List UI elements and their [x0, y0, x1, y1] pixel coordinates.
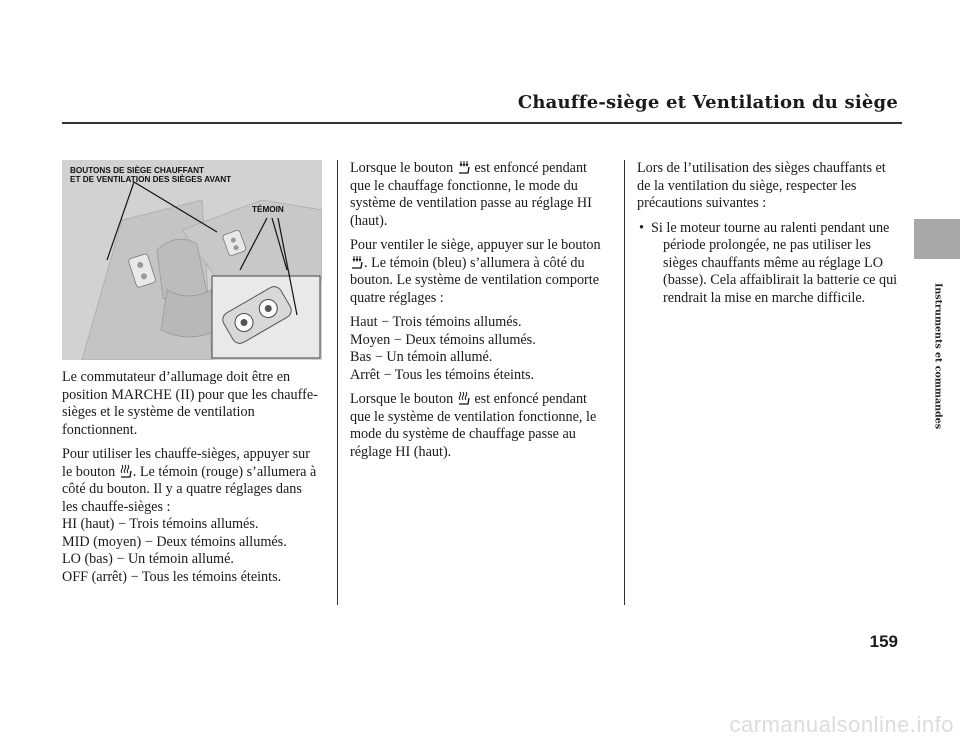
- text-line: précautions suivantes :: [637, 195, 767, 211]
- seat-ventilation-icon: [458, 160, 470, 174]
- heater-setting-row: MID (moyen) − Deux témoins allumés.: [62, 533, 287, 550]
- precautions-intro: [637, 160, 899, 213]
- vent-setting-row: Haut − Trois témoins allumés.: [350, 314, 522, 330]
- seat-ventilation-icon: [351, 255, 363, 269]
- text-line: côté du bouton. Il y a quatre réglages dans: [62, 481, 302, 497]
- column-divider-1: [337, 160, 338, 605]
- heater-usage-paragraph: [62, 446, 324, 586]
- text-fragment: est enfoncé pendant: [474, 391, 587, 407]
- column-2: [350, 160, 612, 468]
- vent-setting-row: Arrêt − Tous les témoins éteints.: [350, 366, 535, 383]
- text-line: (basse). Cela affaiblirait la batterie ce qui: [663, 272, 898, 288]
- vent-setting-row: Bas − Un témoin allumé.: [350, 349, 493, 365]
- vent-settings-list: [350, 314, 612, 384]
- heater-setting-row: HI (haut) − Trois témoins allumés.: [62, 516, 259, 532]
- text-line: Lors de l’utilisation des sièges chauffants et: [637, 160, 886, 176]
- text-fragment: . Le témoin (bleu) s’allumera à côté du: [364, 254, 585, 271]
- section-label: Instruments et commandes: [932, 282, 944, 430]
- text-line: position MARCHE (II) pour que les chauffe-: [62, 386, 318, 403]
- precaution-bullet: [637, 220, 899, 308]
- column-3: [637, 160, 899, 307]
- watermark: carmanualsonline.info: [729, 712, 954, 737]
- seat-buttons-figure: [62, 160, 322, 360]
- text-fragment: . Le témoin (rouge) s’allumera à: [132, 463, 317, 480]
- text-line: réglage HI (haut).: [350, 443, 452, 460]
- text-line: quatre réglages :: [350, 289, 444, 306]
- text-line: sièges chauffants même au réglage LO: [663, 254, 883, 271]
- text-line: mode du système de chauffage passe au: [350, 426, 576, 442]
- text-line: période prolongée, ne pas utiliser les: [663, 237, 872, 253]
- heater-setting-row: LO (bas) − Un témoin allumé.: [62, 551, 234, 567]
- text-line: que le chauffage fonctionne, le mode du: [350, 177, 578, 194]
- console-illustration: [62, 160, 322, 360]
- bullet-dot: •: [639, 219, 644, 236]
- text-line: rendrait la mise en marche difficile.: [663, 289, 866, 306]
- text-line: les chauffe-sièges :: [62, 498, 171, 515]
- vent-usage-paragraph: [350, 237, 612, 307]
- figure-caption-line1: BOUTONS DE SIÈGE CHAUFFANT: [70, 166, 205, 175]
- heater-setting-row: OFF (arrêt) − Tous les témoins éteints.: [62, 568, 282, 585]
- figure-temoin-label: TÉMOIN: [252, 205, 284, 214]
- text-line: Le commutateur d’allumage doit être en: [62, 369, 291, 385]
- text-line: bouton. Le système de ventilation comporte: [350, 272, 600, 288]
- text-line: fonctionnent.: [62, 421, 138, 438]
- seat-heater-icon: [458, 391, 470, 405]
- text-line: (haut).: [350, 212, 388, 229]
- text-fragment: Lorsque le bouton: [350, 160, 454, 176]
- text-line: que le système de ventilation fonctionne, le: [350, 408, 597, 425]
- page-title: Chauffe-siège et Ventilation du siège: [517, 92, 898, 113]
- text-fragment: est enfoncé pendant: [474, 160, 587, 176]
- text-fragment: le bouton: [62, 463, 116, 480]
- text-line: système de ventilation passe au réglage HI: [350, 195, 592, 211]
- vent-on-heat-paragraph: [350, 160, 612, 230]
- heat-on-vent-paragraph: [350, 391, 612, 461]
- section-tab: [914, 219, 960, 259]
- text-line: de la ventilation du siège, respecter les: [637, 177, 857, 194]
- text-line: Pour utiliser les chauffe-sièges, appuyer sur: [62, 446, 310, 462]
- seat-heater-icon: [120, 464, 132, 478]
- vent-setting-row: Moyen − Deux témoins allumés.: [350, 331, 536, 348]
- text-line: Si le moteur tourne au ralenti pendant une: [651, 219, 890, 236]
- header-rule: [62, 122, 902, 124]
- figure-caption-line2: ET DE VENTILATION DES SIÈGES AVANT: [70, 175, 232, 184]
- column-divider-2: [624, 160, 625, 605]
- text-fragment: Lorsque le bouton: [350, 391, 454, 407]
- text-line: Pour ventiler le siège, appuyer sur le bouton: [350, 237, 601, 253]
- column-1: [62, 160, 324, 593]
- page-number: 159: [869, 632, 898, 651]
- ignition-paragraph: [62, 369, 324, 439]
- text-line: sièges et le système de ventilation: [62, 404, 255, 420]
